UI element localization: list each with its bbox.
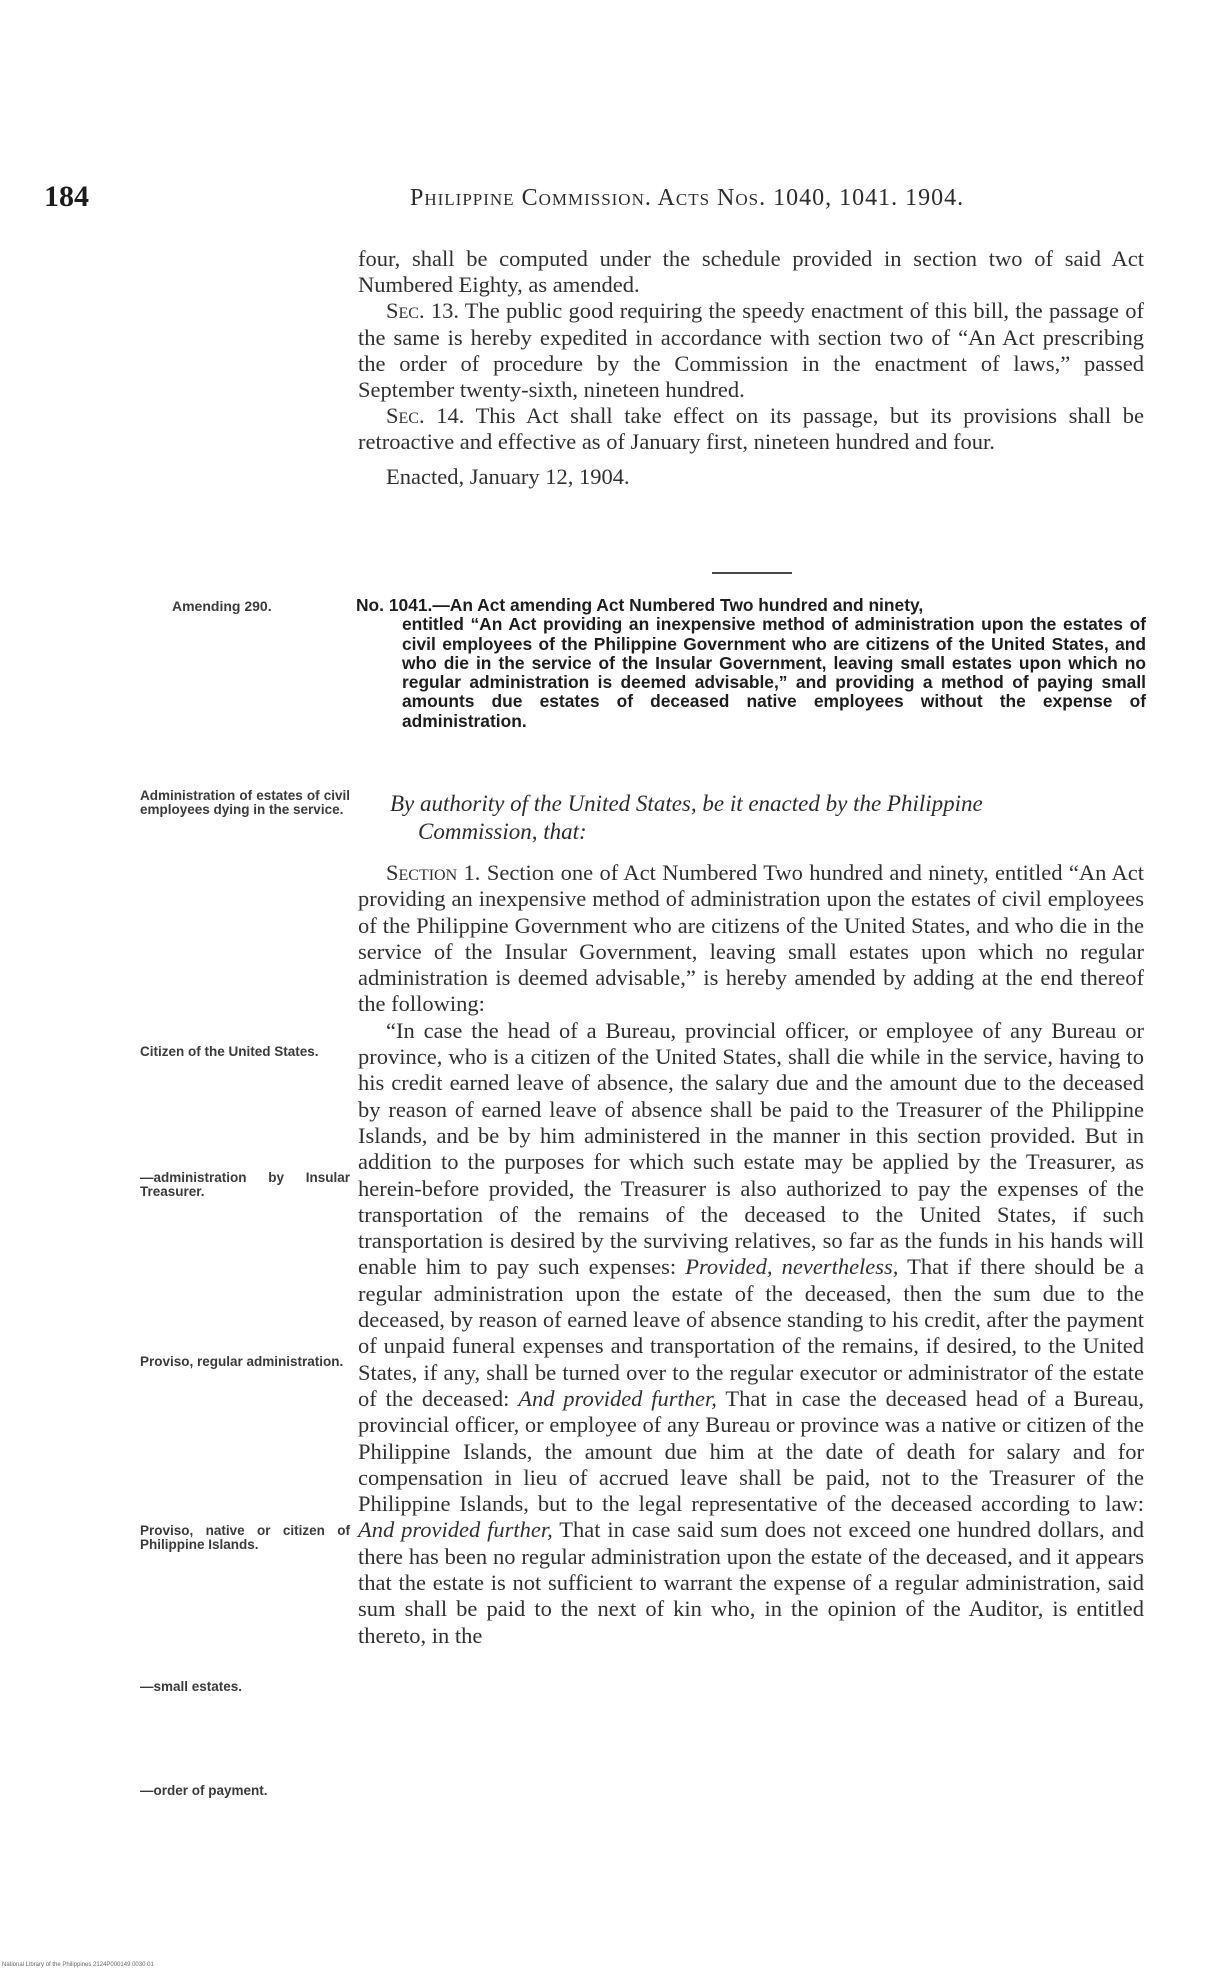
quote-text: That if there should be a regular administration upon the estate of the deceased, then the sum due to the deceased, by reason of earned leave of absence standing to his credit, after the payment of unpaid funeral expenses and transportation of the remains, if desired, to the United States, if any, shall be turned over to the regular executor or administrator of the estate of the deceased: — [358, 1254, 1144, 1411]
paragraph: four, shall be computed under the schedule provided in section two of said Act Numbered Eighty, as amended. — [358, 246, 1144, 298]
quote-text: That in case the deceased head of a Bureau, provincial officer, or employee of any Bureau or province was a native or citizen of the Philippine Islands, the amount due him at the date of death for salary and for compensation in lieu of accrued leave shall be paid, not to the Treasurer of the Philippine Islands, but to the legal representative of the deceased according to law: — [358, 1385, 1144, 1517]
running-head: Philippine Commission. Acts Nos. 1040, 1041. 1904. — [410, 185, 965, 211]
sidenote-proviso-native: Proviso, native or citizen of Philippine Islands. — [140, 1523, 350, 1552]
section-text: This Act shall take effect on its passage, but its provisions shall be retroactive and effective as of January first, nineteen hundred and four. — [358, 403, 1144, 455]
sidenote-admin-treasurer: —administration by Insular Treasurer. — [140, 1170, 350, 1199]
section-text: The public good requiring the speedy enactment of this bill, the passage of the same is hereby expedited in accordance with section two of “An Act prescribing the order of procedure by the Commission in the enactment of laws,” passed September twenty-sixth, nineteen hundred. — [358, 298, 1144, 403]
sidenote-proviso-regular: Proviso, regular administration. — [140, 1354, 344, 1369]
section-label: Section 1. — [386, 860, 481, 885]
sidenote-amending: Amending 290. — [172, 598, 272, 614]
prior-act-text — [358, 246, 1144, 490]
proviso-italic: And provided further, — [358, 1517, 553, 1543]
sidenote-admin-estates: Administration of estates of civil employees dying in the service. — [140, 788, 350, 817]
act-title-rest: entitled “An Act providing an inexpensive method of administration upon the estates of civil employees of the Philippine Government who are citizens of the United States, and who die in the service of the Insular Government, leaving small estates upon which no regular administration is deemed advisable,” and providing a method of paying small amounts due estates of deceased native employees without the expense of administration. — [402, 614, 1146, 731]
sidenote-small-estates: —small estates. — [140, 1679, 243, 1694]
proviso-italic: And provided further, — [518, 1385, 717, 1411]
section-label: Sec. 14. — [386, 403, 465, 429]
proviso-italic: Provided, nevertheless, — [685, 1254, 899, 1280]
section-14 — [358, 403, 1144, 455]
enacting-clause-first: By authority of the United States, be it enacted by the Philippine — [390, 791, 983, 816]
sidenote-order-payment: —order of payment. — [140, 1783, 268, 1798]
enacting-clause-rest: Commission, that: — [418, 819, 587, 844]
section-1 — [358, 860, 1144, 1018]
act-title-first: —An Act amending Act Numbered Two hundred and ninety, — [432, 595, 924, 615]
amendment-quote — [358, 1018, 1144, 1649]
act-number: No. 1041. — [356, 595, 433, 615]
section-text: Section one of Act Numbered Two hundred and ninety, entitled “An Act providing an inexpensive method of administration upon the estates of civil employees of the Philippine Government who are citizens of the United States, and who die in the service of the Insular Government, leaving small estates upon which no regular administration is deemed advisable,” is hereby amended by adding at the end thereof the following: — [358, 860, 1145, 1017]
library-stamp: National Library of the Philippines 2124P000149 0030 01 — [2, 1962, 154, 1968]
enacting-clause — [390, 790, 1150, 846]
page-number: 184 — [44, 180, 89, 213]
section-label: Sec. 13. — [386, 298, 459, 324]
section-divider — [712, 572, 792, 574]
quote-text: That in case said sum does not exceed one hundred dollars, and there has been no regular administration upon the estate of the deceased, and it appears that the estate is not sufficient to warrant the expense of a regular administration, said sum shall be paid to the next of kin who, in the opinion of the Auditor, is entitled thereto, in the — [358, 1517, 1144, 1648]
enacted-date: Enacted, January 12, 1904. — [386, 463, 630, 489]
sidenote-citizen-us: Citizen of the United States. — [140, 1044, 319, 1059]
quote-text: “In case the head of a Bureau, provincial officer, or employee of any Bureau or province, who is a citizen of the United States, shall die while in the service, having to his credit earned leave of absence, the salary due and the amount due to the deceased by reason of earned leave of absence shall be paid to the Treasurer of the Philippine Islands, and be by him administered in the manner in this section provided. But in addition to the purposes for which such estate may be applied by the Treasurer, as herein-before provided, the Treasurer is also authorized to pay the expenses of the transportation of the remains of the deceased to the United States, if such transportation is desired by the surviving relatives, so far as the funds in his hands will enable him to pay such expenses: — [358, 1017, 1144, 1280]
act-body — [358, 860, 1144, 1649]
act-heading — [356, 596, 1146, 731]
section-13 — [358, 298, 1144, 403]
